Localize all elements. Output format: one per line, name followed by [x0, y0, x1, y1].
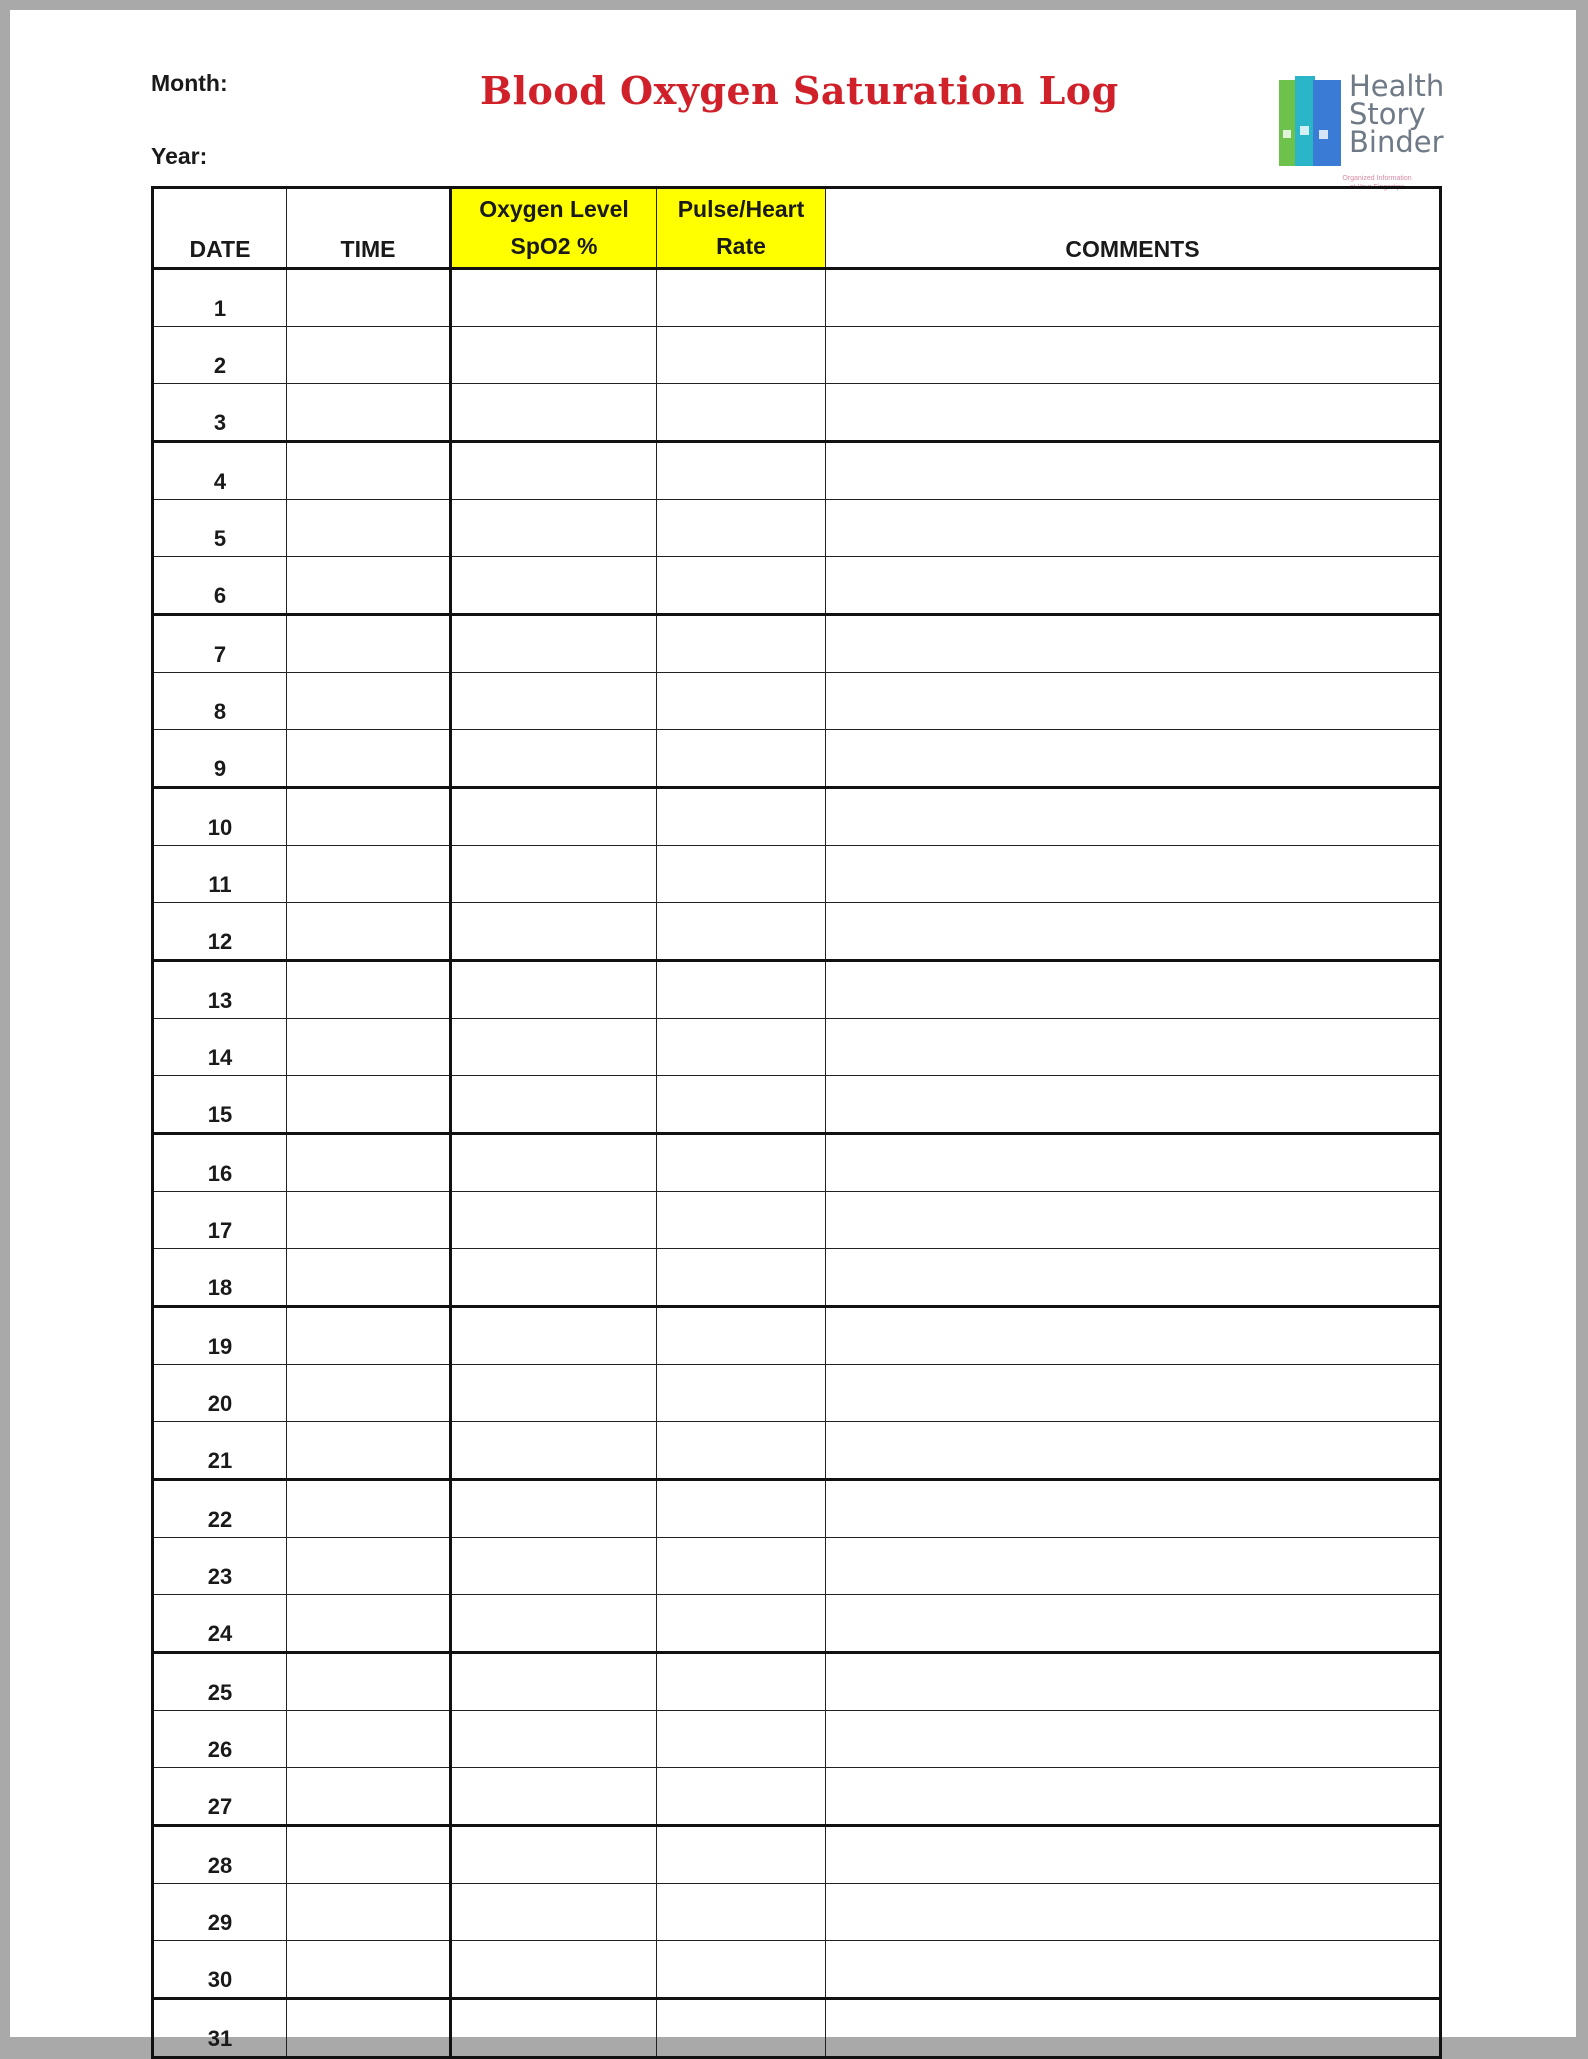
date-cell: 3	[153, 384, 287, 442]
table-row	[153, 1192, 1441, 1249]
table-row	[153, 1826, 1441, 1884]
table-row	[153, 1134, 1441, 1192]
comments-cell[interactable]	[826, 1480, 1441, 1538]
saturation-log-table	[151, 186, 1442, 2059]
time-cell[interactable]	[287, 1941, 451, 1999]
comments-cell[interactable]	[826, 1249, 1441, 1307]
header-comments: COMMENTS	[826, 188, 1441, 269]
date-cell: 31	[153, 1999, 287, 2058]
date-cell: 16	[153, 1134, 287, 1192]
pulse-cell[interactable]	[657, 1826, 826, 1884]
header-oxygen-line-2: SpO2 %	[510, 233, 598, 259]
oxygen-cell[interactable]	[451, 1365, 657, 1422]
pulse-cell[interactable]	[657, 903, 826, 961]
comments-cell[interactable]	[826, 1192, 1441, 1249]
table-row	[153, 846, 1441, 903]
pulse-cell[interactable]	[657, 1422, 826, 1480]
comments-cell[interactable]	[826, 788, 1441, 846]
oxygen-cell[interactable]	[451, 327, 657, 384]
table-body	[153, 269, 1441, 2058]
pulse-cell[interactable]	[657, 1884, 826, 1941]
oxygen-cell[interactable]	[451, 903, 657, 961]
date-cell: 18	[153, 1249, 287, 1307]
oxygen-cell[interactable]	[451, 1192, 657, 1249]
date-cell: 17	[153, 1192, 287, 1249]
date-cell: 4	[153, 442, 287, 500]
oxygen-cell[interactable]	[451, 1422, 657, 1480]
comments-cell[interactable]	[826, 1307, 1441, 1365]
pulse-cell[interactable]	[657, 1941, 826, 1999]
pulse-cell[interactable]	[657, 788, 826, 846]
header-pulse-line-1: Pulse/Heart	[677, 196, 805, 222]
time-cell[interactable]	[287, 1480, 451, 1538]
time-cell[interactable]	[287, 1538, 451, 1595]
time-cell[interactable]	[287, 1711, 451, 1768]
date-cell: 2	[153, 327, 287, 384]
time-cell[interactable]	[287, 788, 451, 846]
time-cell[interactable]	[287, 846, 451, 903]
pulse-cell[interactable]	[657, 1595, 826, 1653]
pulse-cell[interactable]	[657, 1653, 826, 1711]
header-oxygen-line-1: Oxygen Level	[479, 196, 629, 222]
table-row	[153, 384, 1441, 442]
time-cell[interactable]	[287, 384, 451, 442]
pulse-cell[interactable]	[657, 1538, 826, 1595]
time-cell[interactable]	[287, 1826, 451, 1884]
time-cell[interactable]	[287, 269, 451, 327]
date-cell: 1	[153, 269, 287, 327]
table-row	[153, 1076, 1441, 1134]
oxygen-cell[interactable]	[451, 500, 657, 557]
oxygen-cell[interactable]	[451, 1884, 657, 1941]
pulse-cell[interactable]	[657, 500, 826, 557]
oxygen-cell[interactable]	[451, 557, 657, 615]
table-row	[153, 615, 1441, 673]
pulse-cell[interactable]	[657, 1365, 826, 1422]
pulse-cell[interactable]	[657, 961, 826, 1019]
oxygen-cell[interactable]	[451, 384, 657, 442]
logo-wordmark	[1349, 69, 1445, 159]
table-row	[153, 500, 1441, 557]
comments-cell[interactable]	[826, 730, 1441, 788]
oxygen-cell[interactable]	[451, 1941, 657, 1999]
comments-cell[interactable]	[826, 1941, 1441, 1999]
pulse-cell[interactable]	[657, 269, 826, 327]
table-row	[153, 557, 1441, 615]
date-cell: 25	[153, 1653, 287, 1711]
table-row	[153, 1019, 1441, 1076]
oxygen-cell[interactable]	[451, 1711, 657, 1768]
comments-cell[interactable]	[826, 1826, 1441, 1884]
logo-tagline-1: Organized Information	[1342, 175, 1412, 182]
time-cell[interactable]	[287, 442, 451, 500]
header-date: DATE	[153, 188, 287, 269]
table-header-row	[153, 188, 1441, 269]
header-pulse-rate	[657, 188, 826, 269]
pulse-cell[interactable]	[657, 1307, 826, 1365]
logo-line-1: Health	[1349, 69, 1445, 103]
time-cell[interactable]	[287, 730, 451, 788]
date-cell: 7	[153, 615, 287, 673]
time-cell[interactable]	[287, 1595, 451, 1653]
table-row	[153, 903, 1441, 961]
comments-cell[interactable]	[826, 1422, 1441, 1480]
comments-cell[interactable]	[826, 1019, 1441, 1076]
month-label: Month:	[151, 70, 228, 96]
oxygen-cell[interactable]	[451, 1307, 657, 1365]
time-cell[interactable]	[287, 1307, 451, 1365]
table-row	[153, 1422, 1441, 1480]
date-cell: 6	[153, 557, 287, 615]
date-cell: 27	[153, 1768, 287, 1826]
comments-cell[interactable]	[826, 1538, 1441, 1595]
table-row	[153, 1711, 1441, 1768]
comments-cell[interactable]	[826, 1884, 1441, 1941]
logo-tagline-2: at Your Fingertips	[1349, 184, 1405, 191]
date-cell: 5	[153, 500, 287, 557]
date-cell: 19	[153, 1307, 287, 1365]
oxygen-cell[interactable]	[451, 1134, 657, 1192]
comments-cell[interactable]	[826, 961, 1441, 1019]
time-cell[interactable]	[287, 1076, 451, 1134]
oxygen-cell[interactable]	[451, 442, 657, 500]
oxygen-cell[interactable]	[451, 961, 657, 1019]
table-row	[153, 1365, 1441, 1422]
time-cell[interactable]	[287, 1653, 451, 1711]
table-row	[153, 788, 1441, 846]
health-story-binder-logo	[1275, 66, 1455, 196]
comments-cell[interactable]	[826, 673, 1441, 730]
oxygen-cell[interactable]	[451, 1595, 657, 1653]
date-cell: 11	[153, 846, 287, 903]
comments-cell[interactable]	[826, 1768, 1441, 1826]
table-row	[153, 673, 1441, 730]
comments-cell[interactable]	[826, 442, 1441, 500]
time-cell[interactable]	[287, 1019, 451, 1076]
header-pulse-line-2: Rate	[716, 233, 766, 259]
date-cell: 29	[153, 1884, 287, 1941]
date-cell: 22	[153, 1480, 287, 1538]
logo-line-3: Binder	[1349, 125, 1444, 159]
pulse-cell[interactable]	[657, 1019, 826, 1076]
date-cell: 13	[153, 961, 287, 1019]
table-row	[153, 1653, 1441, 1711]
oxygen-cell[interactable]	[451, 1826, 657, 1884]
comments-cell[interactable]	[826, 903, 1441, 961]
pulse-cell[interactable]	[657, 1249, 826, 1307]
table-row	[153, 1595, 1441, 1653]
year-label: Year:	[151, 143, 208, 169]
time-cell[interactable]	[287, 1249, 451, 1307]
date-cell: 15	[153, 1076, 287, 1134]
date-cell: 20	[153, 1365, 287, 1422]
comments-cell[interactable]	[826, 384, 1441, 442]
table-row	[153, 1307, 1441, 1365]
oxygen-cell[interactable]	[451, 269, 657, 327]
time-cell[interactable]	[287, 1192, 451, 1249]
table-row	[153, 1884, 1441, 1941]
pulse-cell[interactable]	[657, 384, 826, 442]
oxygen-cell[interactable]	[451, 1653, 657, 1711]
pulse-cell[interactable]	[657, 327, 826, 384]
time-cell[interactable]	[287, 1422, 451, 1480]
pulse-cell[interactable]	[657, 442, 826, 500]
table-row	[153, 327, 1441, 384]
comments-cell[interactable]	[826, 1076, 1441, 1134]
comments-cell[interactable]	[826, 615, 1441, 673]
binder-icon	[1275, 74, 1345, 170]
oxygen-cell[interactable]	[451, 1538, 657, 1595]
table-row	[153, 1538, 1441, 1595]
comments-cell[interactable]	[826, 557, 1441, 615]
table-row	[153, 269, 1441, 327]
page-title: Blood Oxygen Saturation Log	[480, 68, 1119, 113]
time-cell[interactable]	[287, 961, 451, 1019]
time-cell[interactable]	[287, 1365, 451, 1422]
comments-cell[interactable]	[826, 500, 1441, 557]
pulse-cell[interactable]	[657, 1076, 826, 1134]
pulse-cell[interactable]	[657, 730, 826, 788]
table-row	[153, 1941, 1441, 1999]
date-cell: 30	[153, 1941, 287, 1999]
header-time: TIME	[287, 188, 451, 269]
comments-cell[interactable]	[826, 1595, 1441, 1653]
time-cell[interactable]	[287, 1884, 451, 1941]
pulse-cell[interactable]	[657, 846, 826, 903]
oxygen-cell[interactable]	[451, 846, 657, 903]
time-cell[interactable]	[287, 500, 451, 557]
date-cell: 8	[153, 673, 287, 730]
date-cell: 23	[153, 1538, 287, 1595]
comments-cell[interactable]	[826, 1134, 1441, 1192]
comments-cell[interactable]	[826, 1711, 1441, 1768]
oxygen-cell[interactable]	[451, 730, 657, 788]
table-row	[153, 730, 1441, 788]
pulse-cell[interactable]	[657, 1711, 826, 1768]
date-cell: 24	[153, 1595, 287, 1653]
date-cell: 10	[153, 788, 287, 846]
time-cell[interactable]	[287, 1768, 451, 1826]
time-cell[interactable]	[287, 903, 451, 961]
date-cell: 12	[153, 903, 287, 961]
date-cell: 21	[153, 1422, 287, 1480]
comments-cell[interactable]	[826, 1365, 1441, 1422]
pulse-cell[interactable]	[657, 615, 826, 673]
pulse-cell[interactable]	[657, 557, 826, 615]
table-row	[153, 1249, 1441, 1307]
date-cell: 14	[153, 1019, 287, 1076]
time-cell[interactable]	[287, 1134, 451, 1192]
logo-line-2: Story	[1349, 97, 1426, 131]
pulse-cell[interactable]	[657, 1192, 826, 1249]
table-row	[153, 1768, 1441, 1826]
comments-cell[interactable]	[826, 1653, 1441, 1711]
table-row	[153, 442, 1441, 500]
date-cell: 9	[153, 730, 287, 788]
oxygen-cell[interactable]	[451, 1019, 657, 1076]
oxygen-cell[interactable]	[451, 1480, 657, 1538]
date-cell: 26	[153, 1711, 287, 1768]
table-row	[153, 1480, 1441, 1538]
log-page	[10, 10, 1576, 2051]
table-row	[153, 961, 1441, 1019]
pulse-cell[interactable]	[657, 1768, 826, 1826]
oxygen-cell[interactable]	[451, 1076, 657, 1134]
pulse-cell[interactable]	[657, 1480, 826, 1538]
time-cell[interactable]	[287, 673, 451, 730]
comments-cell[interactable]	[826, 327, 1441, 384]
pulse-cell[interactable]	[657, 1134, 826, 1192]
time-cell[interactable]	[287, 557, 451, 615]
time-cell[interactable]	[287, 615, 451, 673]
oxygen-cell[interactable]	[451, 673, 657, 730]
oxygen-cell[interactable]	[451, 1249, 657, 1307]
header-oxygen-level	[451, 188, 657, 269]
comments-cell[interactable]	[826, 269, 1441, 327]
oxygen-cell[interactable]	[451, 1768, 657, 1826]
time-cell[interactable]	[287, 327, 451, 384]
date-cell: 28	[153, 1826, 287, 1884]
oxygen-cell[interactable]	[451, 615, 657, 673]
comments-cell[interactable]	[826, 846, 1441, 903]
pulse-cell[interactable]	[657, 673, 826, 730]
oxygen-cell[interactable]	[451, 788, 657, 846]
